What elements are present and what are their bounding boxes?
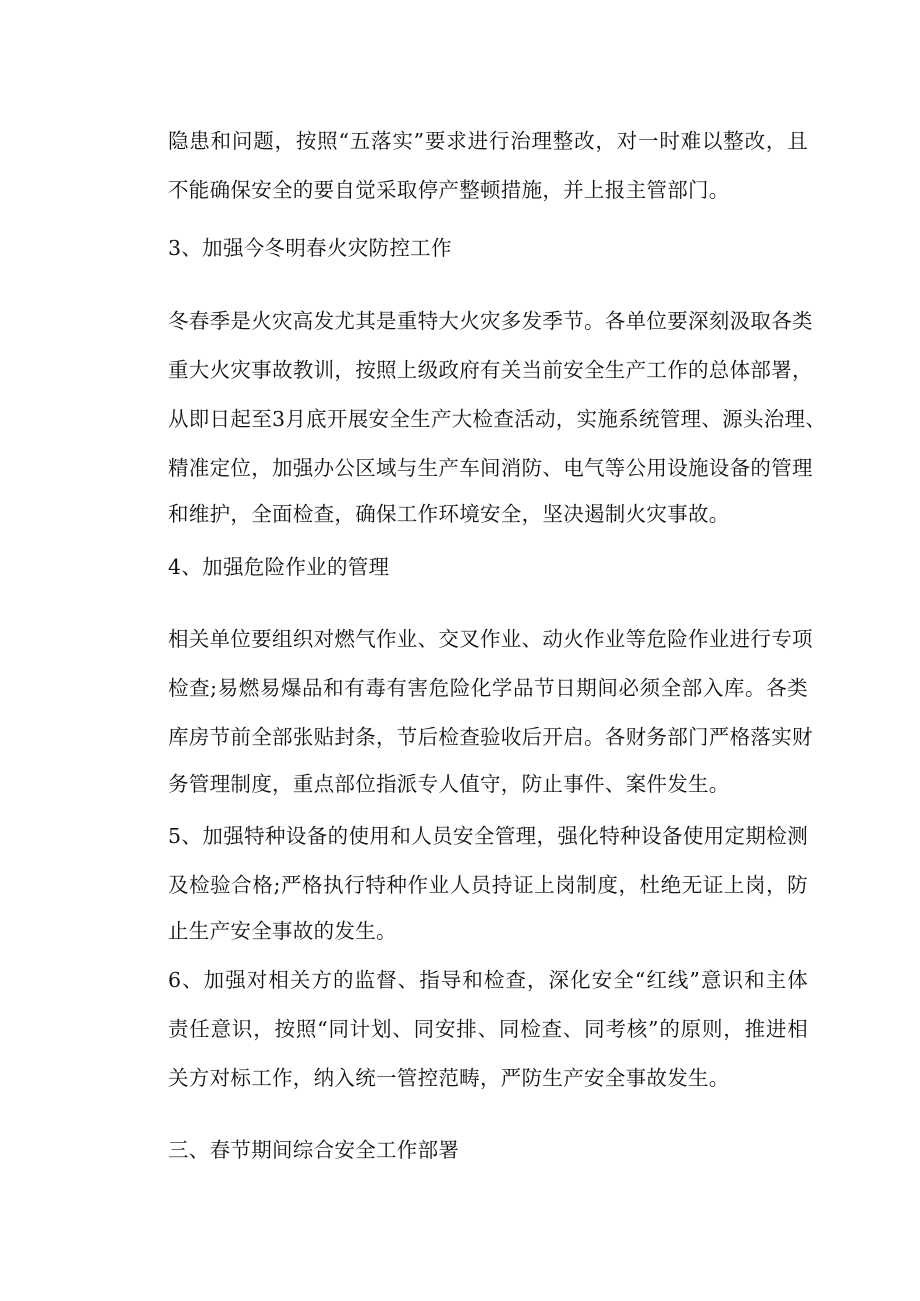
text-line: 相关单位要组织对燃气作业、交叉作业、动火作业等危险作业进行专项 xyxy=(168,627,813,651)
text-line: 务管理制度，重点部位指派专人值守，防止事件、案件发生。 xyxy=(168,772,730,796)
text-line: 责任意识，按照“同计划、同安排、同检查、同考核”的原则，推进相 xyxy=(168,1017,808,1041)
text-line: 冬春季是火灾高发尤其是重特大火灾多发季节。各单位要深刻汲取各类 xyxy=(168,309,813,333)
section-heading: 3、加强今冬明春火灾防控工作 xyxy=(168,236,452,260)
text-line: 关方对标工作，纳入统一管控范畴，严防生产安全事故发生。 xyxy=(168,1066,730,1090)
text-line: 检查;易燃易爆品和有毒有害危险化学品节日期间必须全部入库。各类 xyxy=(168,676,808,700)
text-line: 隐患和问题，按照“五落实”要求进行治理整改，对一时难以整改，且 xyxy=(168,129,808,153)
text-line: 不能确保安全的要自觉采取停产整顿措施，并上报主管部门。 xyxy=(168,178,730,202)
section-heading: 三、春节期间综合安全工作部署 xyxy=(168,1138,460,1162)
text-line: 6、加强对相关方的监督、指导和检查，深化安全“红线”意识和主体 xyxy=(168,968,808,992)
text-line: 重大火灾事故教训，按照上级政府有关当前安全生产工作的总体部署， xyxy=(168,358,813,382)
section-heading: 4、加强危险作业的管理 xyxy=(168,555,390,579)
text-line: 精准定位，加强办公区域与生产车间消防、电气等公用设施设备的管理 xyxy=(168,456,813,480)
text-line: 及检验合格;严格执行特种作业人员持证上岗制度，杜绝无证上岗，防 xyxy=(168,873,808,897)
text-line: 从即日起至3月底开展安全生产大检查活动，实施系统管理、源头治理、 xyxy=(168,407,827,431)
text-line: 5、加强特种设备的使用和人员安全管理，强化特种设备使用定期检测 xyxy=(168,824,808,848)
text-line: 和维护，全面检查，确保工作环境安全，坚决遏制火灾事故。 xyxy=(168,502,730,526)
text-line: 止生产安全事故的发生。 xyxy=(168,919,397,943)
text-line: 库房节前全部张贴封条，节后检查验收后开启。各财务部门严格落实财 xyxy=(168,725,813,749)
